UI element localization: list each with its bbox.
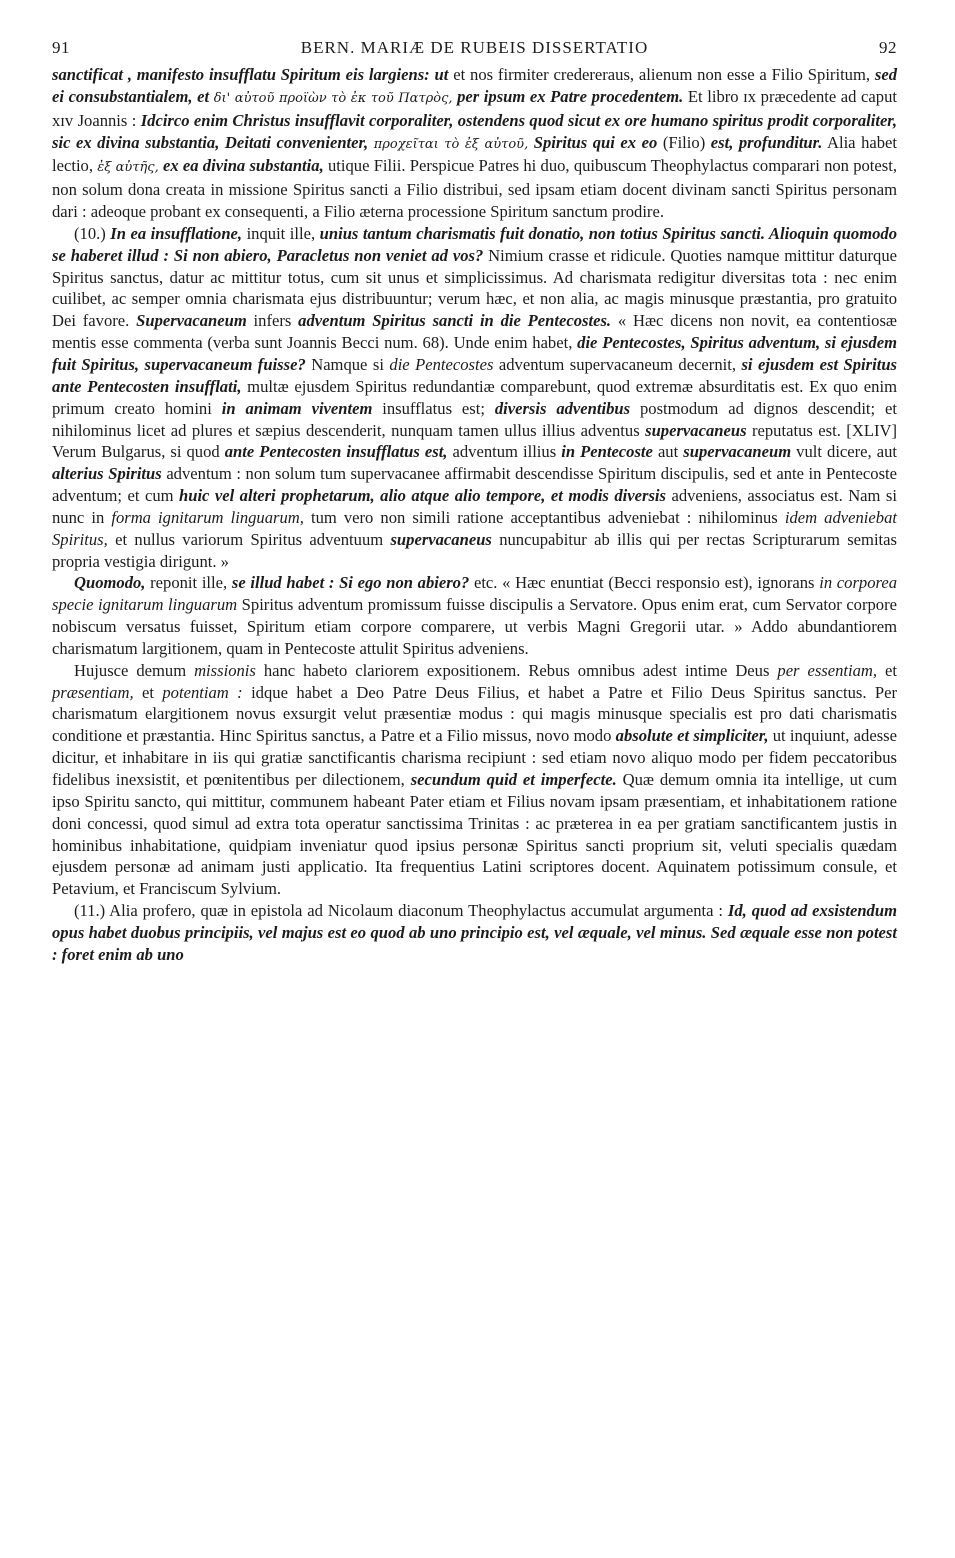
text-run: idque habet a Deo Patre Deus Filius, et habet a Patre et Filio Deus Spiritus sanctus. Per charismatum elargitionem novus exsurgit velut præsentiæ modus : qui magis minusque specialis est pro dati charismatis conditione et præstantia. Hinc Spiritus sanctus, a Patre et a Filio missus, novo modo [52,682,897,746]
text-run: adventum : non solum tum supervacanee affirmabit descendisse Spiritum discipulis, sed et ante in Pentecoste adventum; et cum [52,464,897,506]
page-number-right: 92 [879,38,897,57]
text-run: et nos firmiter credereraus, alienum non esse a Filio Spiritum, [448,65,875,84]
text-run: (Filio) [657,132,711,152]
greek-text: ἐξ αὐτῆς, [97,160,163,176]
italic-text: idem adveniebat Spiritus, [52,507,897,549]
text-run: vult dicere, aut [791,442,898,462]
italic-text: potentiam : [162,682,243,702]
text-run: (10.) [74,223,111,243]
text-run: Et libro ɪx præcedente ad caput xɪv Joannis : [52,86,897,130]
text-run: Namque si [305,354,390,374]
emphasis-text: sed ei consubstantialem, et [52,65,897,106]
italic-text: die Pentecostes [389,354,494,374]
text-run: et [133,682,163,702]
paragraph [52,64,897,223]
emphasis-text: alterius Spiritus [52,464,162,484]
italic-text: forma ignitarum linguarum, [111,507,304,527]
text-run: etc. « Hæc enuntiat (Becci responsio est), ignorans [469,573,820,593]
paragraph [52,900,897,966]
text-run: postmodum ad dignos descendit; et nihilominus licet ad plures et sæpius descenderit, nunquam tamen ullus illius adventus [52,398,898,440]
text-run: nuncupabitur ab illis qui per rectas Scripturarum semitas propria vestigia dirigunt. » [52,529,897,571]
emphasis-text: Id, quod ad exsistendum opus habet duobus principiis, vel majus est eo quod ab uno principio est, vel æquale, vel minus. Sed æquale esse non potest : foret enim ab uno [52,901,897,964]
emphasis-text: in animam viventem [221,398,373,418]
emphasis-text: se illud habet : Si ego non abiero? [231,573,470,593]
text-run: Spiritus adventum promissum fuisse discipulis a Servatore. Opus enim erat, cum Servator corpore nobiscum versatus fuisset, Spiritum etiam corpore comparere, ut verbis Magni Gregorii utar. » Addo abundantiorem charismatum largitionem, quam in Pentecoste attulit Spiritus adveniens. [52,595,897,658]
greek-text: δι' αὐτοῦ προϊὼν τὸ ἐκ τοῦ Πατρὸς, [213,90,458,106]
emphasis-text: supervacaneus [390,529,492,549]
paragraph [52,660,897,900]
emphasis-text: In ea insufflatione, [110,223,243,243]
text-run: et [877,660,897,680]
text-run: reputatus est. [XLIV] Verum Bulgarus, si quod [52,420,897,462]
text-run: insufflatus est; [372,398,495,418]
italic-text: missionis [194,660,256,680]
emphasis-text: per ipsum ex Patre procedentem. [457,86,684,106]
page-number-left: 91 [52,38,70,57]
text-run: aut [652,442,684,462]
emphasis-text: huic vel alteri prophetarum, alio atque alio tempore, et modis diversis [178,486,666,506]
text-run: ut inquiunt, adesse dicitur, et inhabitare in iis qui gratiæ sanctificantis charisma recipiunt : sed etiam novo aliquo modo per fidem peccatoribus fidelibus inexsistit, et pœnitentibus per dilectionem, [52,726,897,789]
text-run: utique Filii. Perspicue Patres hi duo, quibuscum Theophylactus comparari non potest, non solum dona creata in missione Spiritus sancti a Filio distribui, sed ipsam etiam docent divinam sancti Spiritus personam dari : adeoque probant ex consequenti, a Filio æterna processione Spiritum sanctum prodire. [52,156,897,222]
emphasis-text: in Pentecoste [561,442,653,462]
text-run: Nimium crasse et ridicule. Quoties namque mittitur daturque Spiritus sanctus, datur ac mittitur totus, cum sit unus et simplicissimus. Ad charismata redigitur diversitas tota : nec enim cuilibet, ac semper omnia charismata ejus distribuuntur; verum hæc, et non alia, ac magis minusque præstantia, pro gratuito Dei favore. [52,245,897,331]
text-run: inquit ille, [242,223,320,243]
emphasis-text: diversis adventibus [494,398,631,418]
text-run: infers [246,311,299,331]
text-run: hanc habeto clariorem expositionem. Rebus omnibus adest intime Deus [255,660,778,680]
emphasis-text: si ejusdem est Spiritus ante Pentecosten insufflati, [52,354,897,396]
emphasis-text: die Pentecostes, Spiritus adventum, si ejusdem fuit Spiritus, supervacaneum fuisse? [52,333,897,374]
text-run: reponit ille, [145,573,232,593]
paragraph [52,223,897,573]
text-run: « Hæc dicens non novit, ea contentiosæ mentis esse commenta (verba sunt Joannis Becci num. 68). Unde enim habet, [52,311,897,353]
emphasis-text: secundum quid et imperfecte. [410,770,617,789]
body-text [52,64,897,966]
text-run: Alia habet lectio, [52,132,898,176]
text-run: adventum illius [447,442,562,462]
text-run: adveniens, associatus est. Nam si nunc in [52,486,897,527]
text-run: tum vero non simili ratione acceptantibus adveniebat : nihilominus [303,507,785,527]
emphasis-text: supervacaneum [683,442,792,462]
greek-text: προχεῖται τὸ ἐξ αὐτοῦ, [368,136,534,152]
running-head [52,38,897,58]
emphasis-text: adventum Spiritus sancti in die Pentecostes. [298,311,612,331]
running-title: BERN. MARIÆ DE RUBEIS DISSERTATIO [300,38,649,57]
emphasis-text: ex ea divina substantia, [162,156,324,176]
emphasis-text: ante Pentecosten insufflatus est, [224,442,448,462]
text-run: multæ ejusdem Spiritus redundantiæ comparebunt, quod extremæ absurditatis est. Ex quo enim primum creato homini [52,376,897,418]
text-run: et nullus variorum Spiritus adventuum [107,529,391,549]
emphasis-text: sanctificat , manifesto insufflatu Spiritum eis largiens: ut [52,65,449,84]
emphasis-text: Idcirco enim Christus insufflavit corporaliter, ostendens quod sicut ex ore humano spiritus prodit corporaliter, sic ex divina substantia, Deitati convenienter, [52,110,897,152]
text-run: Quæ demum omnia ita intellige, ut cum ipso Spiritu sancto, qui mittitur, communem habeant Pater etiam et Filius novam ipsam præsentiam, et inhabitationem ratione doni concessi, quod simul ad extra tota operatur sanctissima Trinitas : ac præterea in ea per gratiam sanctificantem justis in hominibus inhabitatione, quidpiam inveniatur quod ipsius personæ Spiritus sancti proprium sit, veluti specialis quædam ejusdem personæ ad animam justi applicatio. Ita frequentius Latini scriptores docent. Aquinatem potissimum consule, et Petavium, et Franciscum Sylvium. [52,770,897,899]
italic-text: præsentiam, [52,682,134,702]
emphasis-text: supervacaneus [645,420,747,440]
emphasis-text: Quomodo, [74,573,146,593]
italic-text: per essentiam, [777,660,878,680]
text-run: Hujusce demum [74,660,195,680]
emphasis-text: Supervacaneum [136,311,247,331]
emphasis-text: unius tantum charismatis fuit donatio, non totius Spiritus sancti. Alioquin quomodo se haberet illud : Si non abiero, Paracletus non veniet ad vos? [52,223,897,265]
text-run: adventum supervacaneum decernit, [493,354,742,374]
text-run: (11.) Alia profero, quæ in epistola ad Nicolaum diaconum Theophylactus accumulat argumenta : [74,901,728,921]
italic-text: in corporea specie ignitarum linguarum [52,573,898,615]
emphasis-text: Spiritus qui ex eo [533,132,658,152]
emphasis-text: est, profunditur. [710,132,823,152]
paragraph [52,572,897,659]
emphasis-text: absolute et simpliciter, [615,726,769,746]
